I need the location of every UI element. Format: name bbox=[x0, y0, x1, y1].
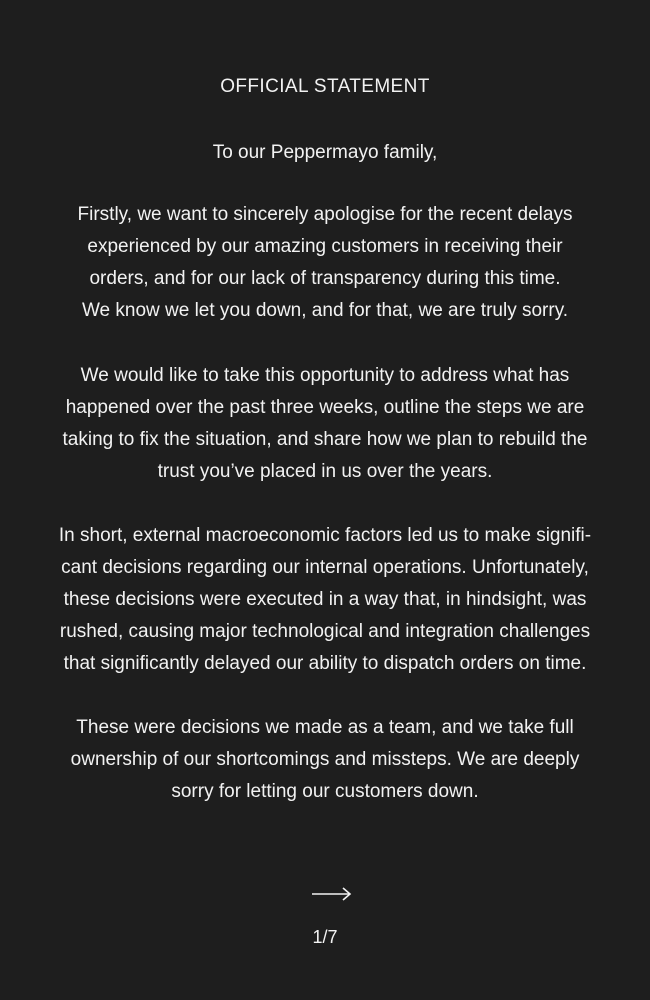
paragraph-line: ownership of our shortcomings and missteps. We are deeply bbox=[70, 749, 580, 770]
paragraph-line: In short, external macroeconomic factors led us to make signifi- bbox=[58, 525, 592, 546]
paragraph-line: Firstly, we want to sincerely apologise for the recent delays bbox=[77, 204, 573, 225]
paragraph-line: trust you’ve placed in us over the years. bbox=[157, 461, 493, 482]
paragraph-line: rushed, causing major technological and integration challenges bbox=[59, 621, 591, 642]
arrow-right-icon[interactable] bbox=[310, 884, 354, 904]
page-indicator: 1/7 bbox=[312, 927, 338, 947]
salutation: To our Peppermayo family, bbox=[212, 142, 438, 163]
paragraph-line: these decisions were executed in a way that, in hindsight, was bbox=[63, 589, 587, 610]
paragraph-line: taking to fix the situation, and share how we plan to rebuild the bbox=[62, 429, 588, 450]
paragraph-2 bbox=[0, 360, 650, 488]
paragraph-line: We know we let you down, and for that, we are truly sorry. bbox=[81, 300, 569, 321]
paragraph-line: sorry for letting our customers down. bbox=[171, 781, 479, 802]
paragraph-4 bbox=[0, 712, 650, 808]
paragraph-line: happened over the past three weeks, outline the steps we are bbox=[65, 397, 585, 418]
paragraph-line: These were decisions we made as a team, and we take full bbox=[76, 717, 574, 738]
paragraph-line: cant decisions regarding our internal operations. Unfortunately, bbox=[61, 557, 589, 578]
paragraph-line: We would like to take this opportunity to address what has bbox=[80, 365, 570, 386]
paragraph-line: orders, and for our lack of transparency during this time. bbox=[89, 268, 561, 289]
statement-title: OFFICIAL STATEMENT bbox=[220, 76, 430, 97]
paragraph-1 bbox=[0, 199, 650, 327]
paragraph-3 bbox=[0, 520, 650, 680]
paragraph-line: that significantly delayed our ability to dispatch orders on time. bbox=[63, 653, 587, 674]
paragraph-line: experienced by our amazing customers in receiving their bbox=[87, 236, 563, 257]
